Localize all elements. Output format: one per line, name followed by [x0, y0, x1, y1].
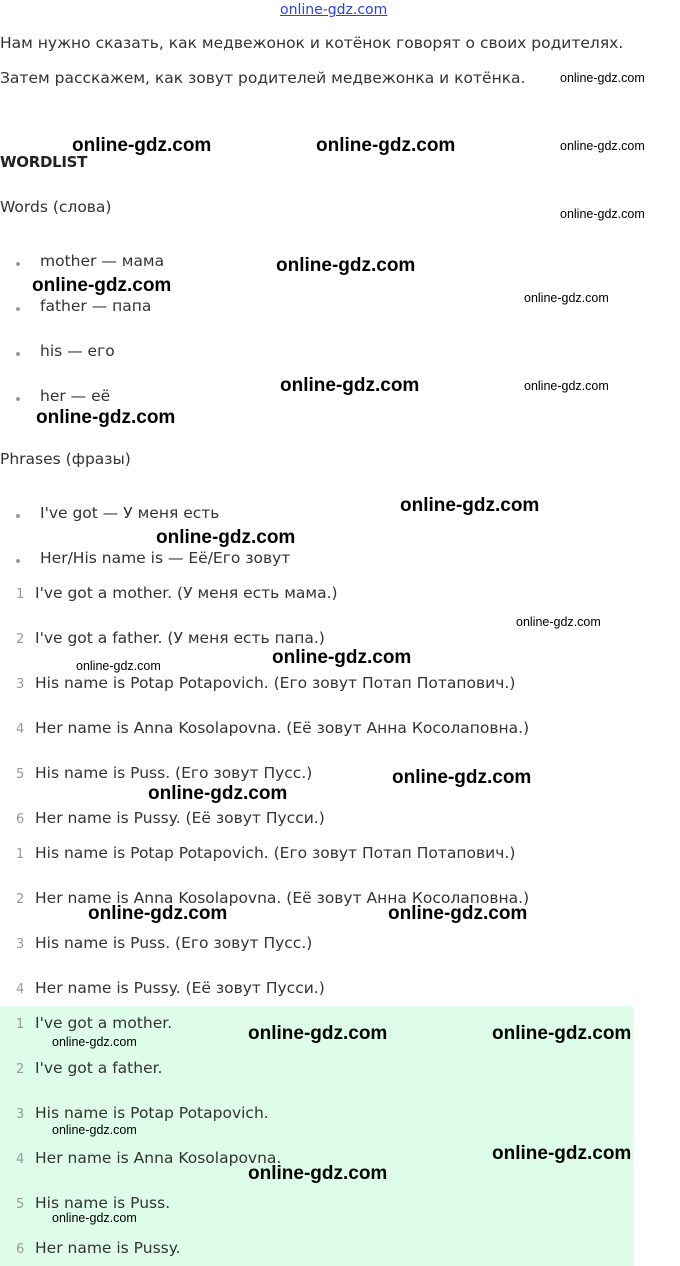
list-number: 2	[16, 1062, 25, 1077]
bullet-icon	[16, 352, 20, 356]
watermark: online-gdz.com	[88, 903, 228, 924]
watermark: online-gdz.com	[560, 139, 645, 153]
watermark: online-gdz.com	[148, 783, 288, 804]
list-number: 3	[16, 677, 25, 692]
bullet-icon	[16, 397, 20, 401]
watermark: online-gdz.com	[492, 1143, 632, 1164]
list-item: her — её	[40, 387, 111, 405]
list-number: 5	[16, 767, 25, 782]
numbered-item: Her name is Anna Kosolapovna. (Её зовут Анна Косолаповна.)	[35, 719, 530, 737]
watermark: online-gdz.com	[524, 291, 609, 305]
watermark: online-gdz.com	[516, 615, 601, 629]
watermark: online-gdz.com	[492, 1023, 632, 1044]
list-number: 2	[16, 632, 25, 647]
list-number: 6	[16, 1242, 25, 1257]
numbered-item: Her name is Pussy. (Её зовут Пусси.)	[35, 979, 325, 997]
bullet-icon	[16, 559, 20, 563]
intro-paragraph: Нам нужно сказать, как медвежонок и котёнок говорят о своих родителях.	[0, 34, 624, 52]
numbered-item: Her name is Anna Kosolapovna.	[35, 1149, 282, 1167]
list-number: 3	[16, 937, 25, 952]
watermark: online-gdz.com	[272, 647, 412, 668]
numbered-item: His name is Puss. (Его зовут Пусс.)	[35, 934, 313, 952]
list-item: father — папа	[40, 297, 152, 315]
wordlist-heading: WORDLIST	[0, 153, 88, 171]
list-number: 1	[16, 847, 25, 862]
numbered-item: His name is Puss.	[35, 1194, 171, 1212]
watermark: online-gdz.com	[400, 495, 540, 516]
watermark: online-gdz.com	[52, 1123, 137, 1137]
list-number: 2	[16, 892, 25, 907]
watermark: online-gdz.com	[524, 379, 609, 393]
site-link[interactable]: online-gdz.com	[280, 2, 388, 18]
watermark: online-gdz.com	[280, 375, 420, 396]
watermark: online-gdz.com	[392, 767, 532, 788]
watermark: online-gdz.com	[32, 275, 172, 296]
list-number: 3	[16, 1107, 25, 1122]
list-item: I've got — У меня есть	[40, 504, 220, 522]
watermark: online-gdz.com	[316, 135, 456, 156]
watermark: online-gdz.com	[560, 207, 645, 221]
numbered-item: Her name is Anna Kosolapovna. (Её зовут Анна Косолаповна.)	[35, 889, 530, 907]
intro-paragraph: Затем расскажем, как зовут родителей медвежонка и котёнка.	[0, 69, 526, 87]
list-number: 4	[16, 982, 25, 997]
list-item: mother — мама	[40, 252, 165, 270]
bullet-icon	[16, 307, 20, 311]
list-number: 5	[16, 1197, 25, 1212]
watermark: online-gdz.com	[52, 1035, 137, 1049]
words-title: Words (слова)	[0, 198, 112, 216]
bullet-icon	[16, 262, 20, 266]
numbered-item: I've got a mother.	[35, 1014, 173, 1032]
numbered-item: His name is Puss. (Его зовут Пусс.)	[35, 764, 313, 782]
watermark: online-gdz.com	[276, 255, 416, 276]
watermark: online-gdz.com	[76, 659, 161, 673]
list-item: his — его	[40, 342, 115, 360]
bullet-icon	[16, 514, 20, 518]
numbered-item: Her name is Pussy.	[35, 1239, 181, 1257]
watermark: online-gdz.com	[156, 527, 296, 548]
list-number: 4	[16, 1152, 25, 1167]
list-number: 6	[16, 812, 25, 827]
numbered-item: Her name is Pussy. (Её зовут Пусси.)	[35, 809, 325, 827]
numbered-item: I've got a father. (У меня есть папа.)	[35, 629, 325, 647]
watermark: online-gdz.com	[560, 71, 645, 85]
watermark: online-gdz.com	[388, 903, 528, 924]
numbered-item: His name is Potap Potapovich. (Его зовут Потап Потапович.)	[35, 674, 516, 692]
list-number: 4	[16, 722, 25, 737]
watermark: online-gdz.com	[36, 407, 176, 428]
list-item: Her/His name is — Её/Его зовут	[40, 549, 291, 567]
watermark: online-gdz.com	[52, 1211, 137, 1225]
numbered-item: His name is Potap Potapovich. (Его зовут Потап Потапович.)	[35, 844, 516, 862]
list-number: 1	[16, 1017, 25, 1032]
watermark: online-gdz.com	[72, 135, 212, 156]
numbered-item: I've got a mother. (У меня есть мама.)	[35, 584, 338, 602]
watermark: online-gdz.com	[248, 1023, 388, 1044]
watermark: online-gdz.com	[248, 1163, 388, 1184]
phrases-title: Phrases (фразы)	[0, 450, 131, 468]
numbered-item: His name is Potap Potapovich.	[35, 1104, 269, 1122]
numbered-item: I've got a father.	[35, 1059, 163, 1077]
list-number: 1	[16, 587, 25, 602]
